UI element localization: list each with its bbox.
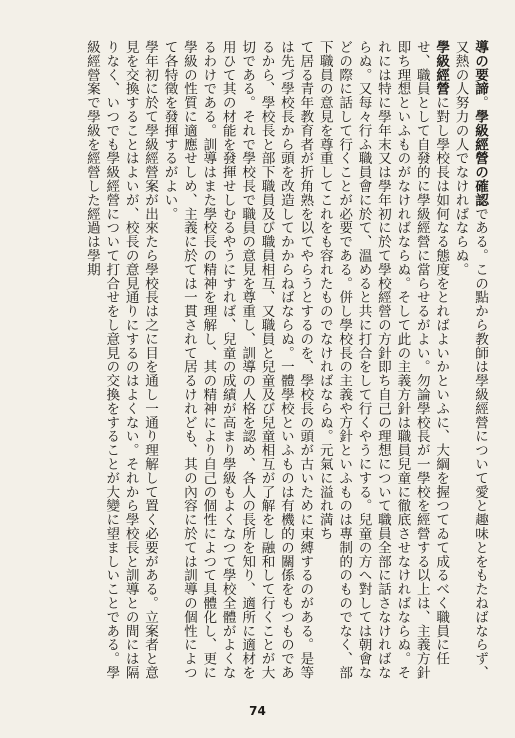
- body-text-vertical: [23, 40, 489, 688]
- text-run: て居る青年教育者が折角熟を以てやらうとするのを、學校長の頭が古いために束縛するのがある。是等は先づ學校長から頭を改造してかからねばならぬ。一體學校といふものは有機的の關係をもつものであるから、學校長と部下職員及び職員相互、又職員と兒童及び兒童相互が了解をし融和して行くことが大切である。それで學校長で職員の意見を尊重し、訓導の人格を認め、各人の長所を知り、適所に適材を用ひて其の材能を發揮せしむるやうにすれば、兒童の成績が高まり學級もよくなつて學校全體がよくなるわけである。訓導はまた學校長の精神を理解し、其の精神により自己の個性によつて具體化し、更に學級の性質に適應せしめ、主義に於ては一貫されて居るけれども、其の內容に於ては訓導の個性によつて各特徵を發揮するがよい。: [161, 40, 314, 680]
- paragraph: [314, 40, 450, 688]
- paragraph: [159, 40, 314, 688]
- paragraph: [450, 40, 489, 688]
- paragraph: [81, 40, 159, 688]
- text-run: に對し學校長は如何なる態度をとればよいかといふに、大綱を握つてゐて成るべく職員に任せ、職員として自發的に學級經營に當らせるがよい。勿論學校長が一學校を經營する以上は、主義方針即ち理想といふものがなければならぬ。そして此の主義方針は職員兒童に徹底させなければならぬ。それには特に學年末又は學年初に於て學校經營の方針即ち自己の理想について職員全部に話さなければならぬ。又每々行ふ職員會に於て、溫めると共に打合をして行くやうにする。兒童の方へ對しては朝會などの際に話して行くことが必要である。併し學校長の主義や方針といふものは專制的のものでなく、部下職員の意見を尊重してこれをも容れたものでなければならぬ。元氣に溢れ満ち: [316, 40, 450, 680]
- emphasis-text: 學級經營: [433, 40, 450, 96]
- text-run: である。この點から教師は學級經營について愛と趣味とをもたねばならず、又熱の人努力の人でなければならぬ。: [452, 40, 488, 680]
- text-run: 學年初に於て學級經營案が出來たら學校長は之に目を通し一通り理解して置く必要がある。立案者と意見を交換することはよいが、校長の意見通りにするのはよくない。それから學校長と訓導との間には隔りなく、いつでも學級經營について打合せをし意見の交換をすることが大變に望ましいことである。學級經營案で學級を經營した經過は學期: [83, 40, 159, 680]
- emphasis-text: 導の要諦: [472, 40, 488, 96]
- emphasis-text: 學級經營の確認: [472, 109, 488, 207]
- page-number: 74: [249, 704, 266, 718]
- text-run: 。: [472, 95, 488, 110]
